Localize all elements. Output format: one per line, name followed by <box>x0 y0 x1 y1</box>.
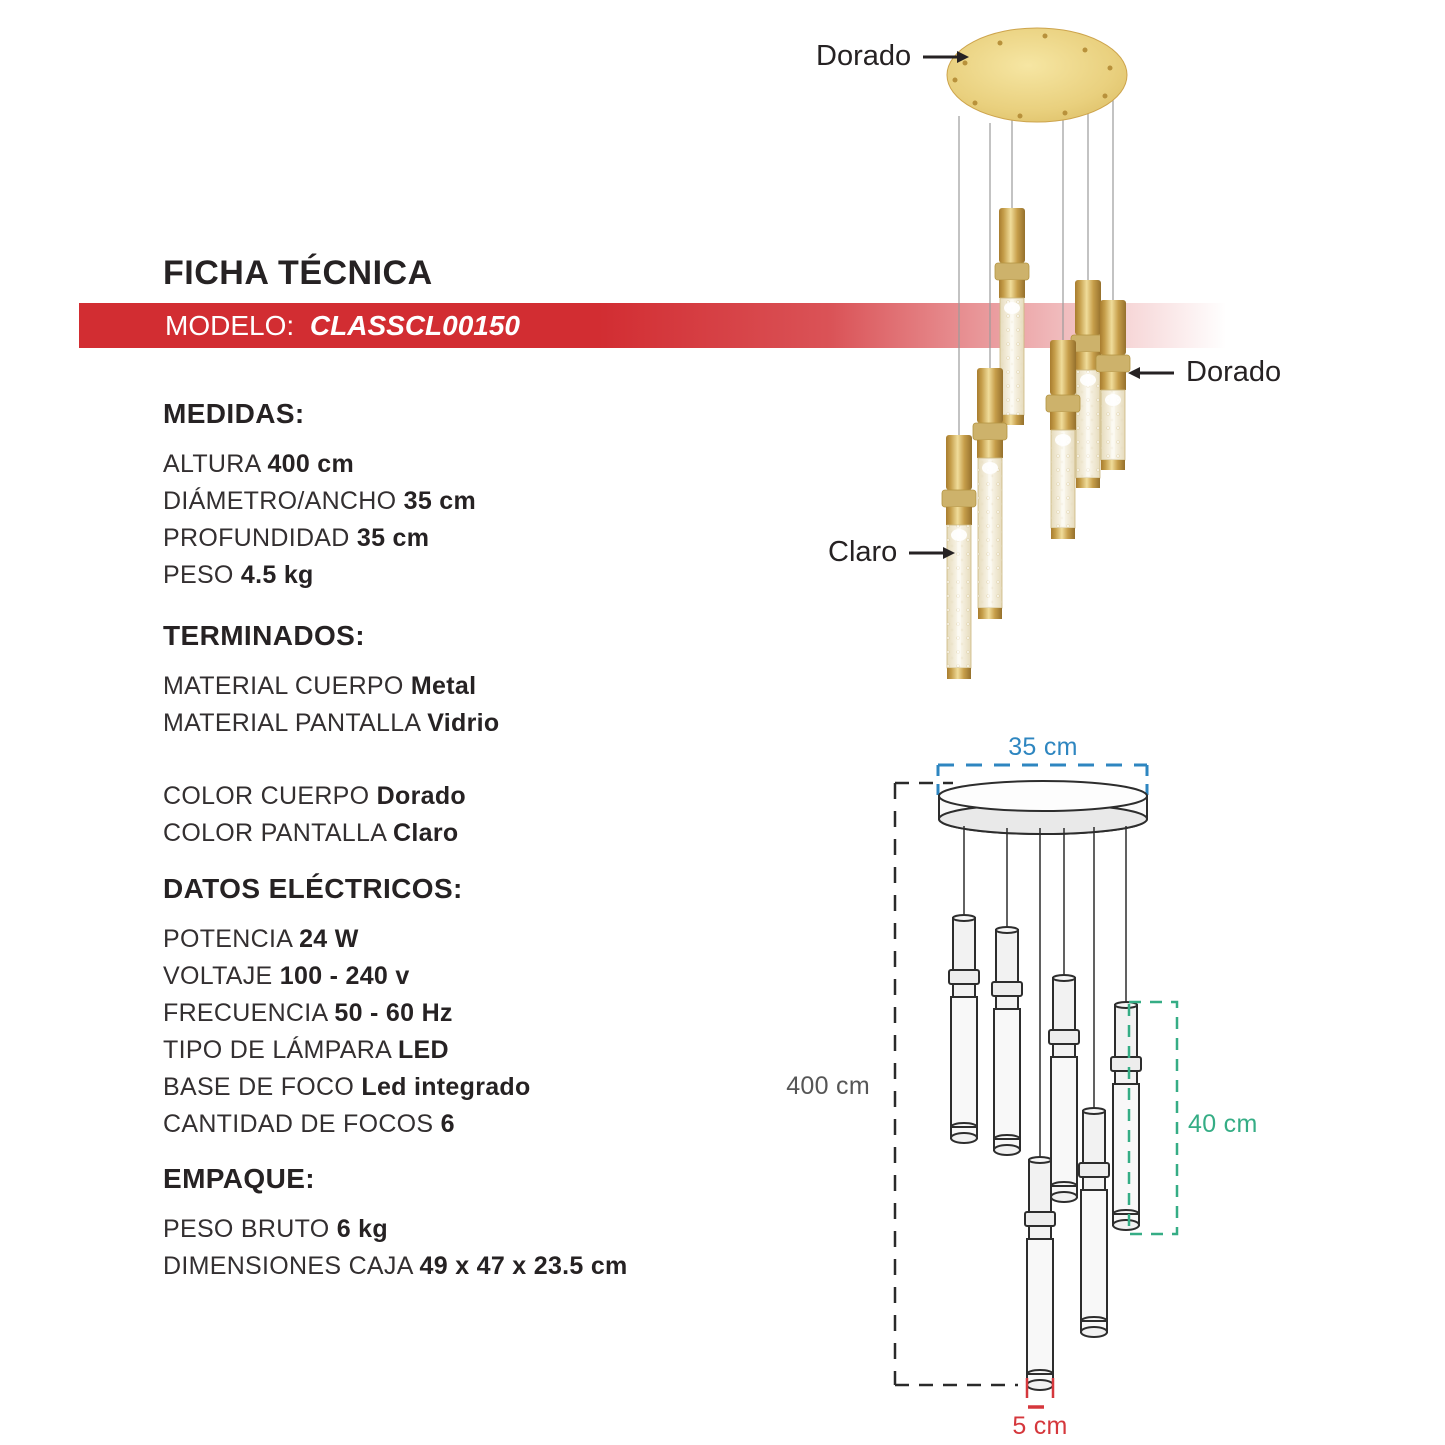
section-datos-heading: DATOS ELÉCTRICOS: <box>163 873 463 904</box>
spec-value: 35 cm <box>403 487 477 515</box>
spec-value: 24 W <box>299 925 359 953</box>
model-label: MODELO: <box>165 309 295 341</box>
spec-label: POTENCIA <box>163 925 292 953</box>
section-medidas <box>163 398 476 594</box>
spec-label: TIPO DE LÁMPARA <box>163 1036 391 1064</box>
dim-tube-label: 5 cm <box>1012 1412 1068 1440</box>
spec-value: Metal <box>410 672 477 700</box>
dim-width-label: 35 cm <box>1008 733 1078 761</box>
dim-height-label: 400 cm <box>786 1072 870 1100</box>
spec-label: ALTURA <box>163 450 261 478</box>
pendant-lights <box>942 208 1130 679</box>
pendant <box>973 368 1007 619</box>
section-terminados <box>163 620 499 852</box>
spec-value: Dorado <box>376 782 466 810</box>
spec-row <box>163 705 499 742</box>
pendant-drawings <box>949 915 1141 1390</box>
spec-value: Vidrio <box>427 709 500 737</box>
spec-row <box>163 921 531 958</box>
spec-row <box>163 483 476 520</box>
section-medidas-heading: MEDIDAS: <box>163 398 305 429</box>
spec-label: COLOR PANTALLA <box>163 819 386 847</box>
pendant <box>1096 300 1130 470</box>
spec-label: PROFUNDIDAD <box>163 524 350 552</box>
pendant <box>1046 340 1080 539</box>
spec-value: Led integrado <box>361 1073 531 1101</box>
spec-value: 100 - 240 v <box>279 962 410 990</box>
spec-row <box>163 778 499 815</box>
spec-label: BASE DE FOCO <box>163 1073 355 1101</box>
spec-row <box>163 1106 531 1143</box>
spec-label: MATERIAL CUERPO <box>163 672 404 700</box>
spec-label: MATERIAL PANTALLA <box>163 709 421 737</box>
spec-label: COLOR CUERPO <box>163 782 370 810</box>
spec-row <box>163 995 531 1032</box>
product-photo <box>895 18 1245 688</box>
spec-label: CANTIDAD DE FOCOS <box>163 1110 434 1138</box>
section-terminados-heading: TERMINADOS: <box>163 620 365 651</box>
spec-row <box>163 1032 531 1069</box>
spec-value: 35 cm <box>356 524 430 552</box>
spec-value: LED <box>397 1036 449 1064</box>
arrow-right-icon <box>923 49 969 65</box>
dim-pendant-label: 40 cm <box>1188 1110 1258 1138</box>
spec-row <box>163 1069 531 1106</box>
model-banner-text <box>165 310 520 342</box>
spec-value: 400 cm <box>267 450 355 478</box>
canopy-drawing <box>939 781 1147 834</box>
model-value: CLASSCL00150 <box>309 309 521 341</box>
spec-label: DIMENSIONES CAJA <box>163 1252 413 1280</box>
spec-value: 49 x 47 x 23.5 cm <box>419 1252 628 1280</box>
spec-value: 6 kg <box>336 1215 388 1243</box>
callout-shade-text: Claro <box>828 536 898 568</box>
section-empaque-heading: EMPAQUE: <box>163 1163 316 1194</box>
spec-label: DIÁMETRO/ANCHO <box>163 487 397 515</box>
spec-label: FRECUENCIA <box>163 999 328 1027</box>
spec-row <box>163 958 531 995</box>
spec-value: 6 <box>440 1110 455 1138</box>
spec-value: Claro <box>393 819 459 847</box>
spec-row <box>163 557 476 594</box>
section-datos-electricos <box>163 873 531 1143</box>
spec-row <box>163 1211 628 1248</box>
spec-row <box>163 1248 628 1285</box>
spec-row <box>163 520 476 557</box>
spec-row <box>163 668 499 705</box>
spec-label: PESO BRUTO <box>163 1215 330 1243</box>
spec-row <box>163 446 476 483</box>
canopy-gold <box>947 28 1127 122</box>
arrow-right-icon <box>909 545 955 561</box>
spec-row <box>163 815 499 852</box>
spec-value: 4.5 kg <box>240 561 314 589</box>
spec-value: 50 - 60 Hz <box>334 999 453 1027</box>
arrow-left-icon <box>1128 365 1174 381</box>
callout-body <box>1128 356 1281 389</box>
section-empaque <box>163 1163 628 1285</box>
callout-shade <box>828 536 955 569</box>
pendant <box>1071 280 1105 488</box>
spec-label: PESO <box>163 561 234 589</box>
page-title: FICHA TÉCNICA <box>163 254 433 292</box>
spec-label: VOLTAJE <box>163 962 273 990</box>
callout-body-text: Dorado <box>1186 356 1282 388</box>
callout-canopy-text: Dorado <box>816 40 912 72</box>
callout-canopy <box>816 40 969 73</box>
